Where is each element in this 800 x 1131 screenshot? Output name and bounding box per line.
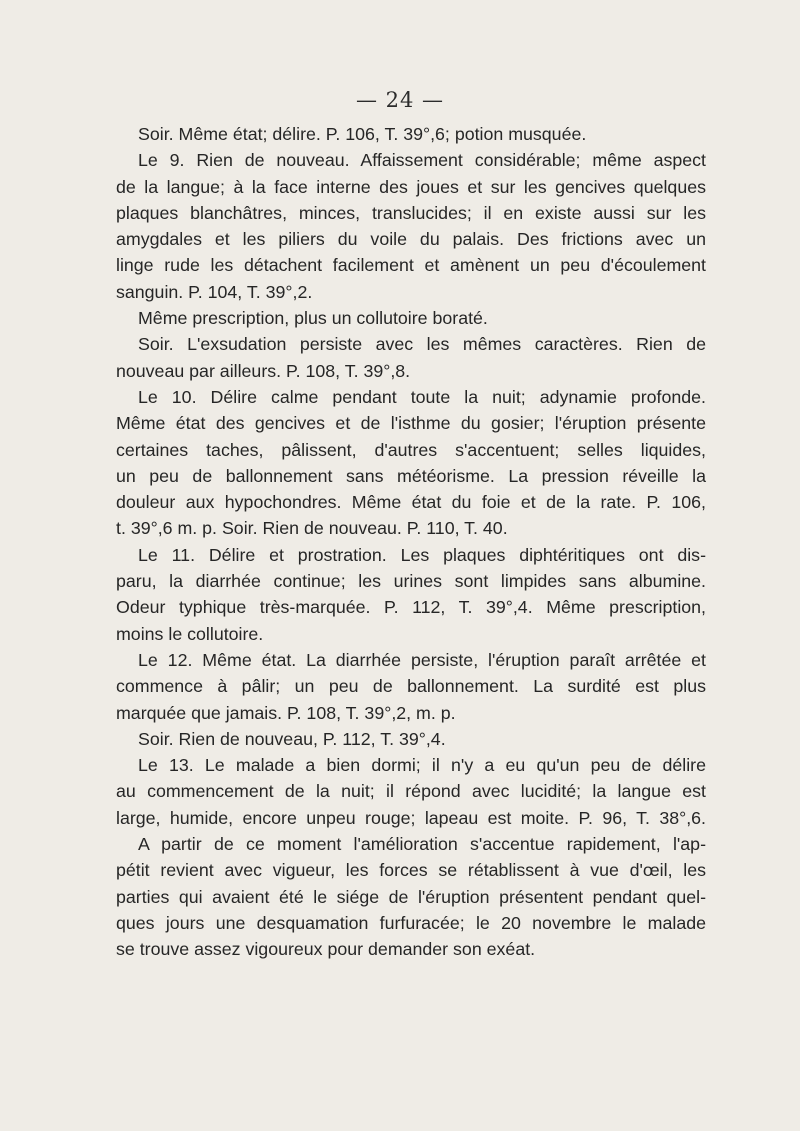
text-line: Même état des gencives et de l'isthme du gosier; l'éruption présente bbox=[116, 413, 706, 434]
text-line: linge rude les détachent facilement et amènent un peu d'écoulement bbox=[116, 255, 706, 276]
text-line: A partir de ce moment l'amélioration s'accentue rapidement, l'ap- bbox=[138, 834, 706, 855]
text-line: Le 13. Le malade a bien dormi; il n'y a eu qu'un peu de délire bbox=[138, 755, 706, 776]
text-line: paru, la diarrhée continue; les urines sont limpides sans albumine. bbox=[116, 571, 706, 592]
text-line: marquée que jamais. P. 108, T. 39°,2, m. p. bbox=[116, 702, 456, 723]
text-line: pétit revient avec vigueur, les forces se rétablissent à vue d'œil, les bbox=[116, 860, 706, 881]
text-line: Odeur typhique très-marquée. P. 112, T. 39°,4. Même prescription, bbox=[116, 597, 706, 618]
text-line: nouveau par ailleurs. P. 108, T. 39°,8. bbox=[116, 360, 411, 381]
text-line: plaques blanchâtres, minces, translucides; il en existe aussi sur les bbox=[116, 202, 706, 223]
text-line: de la langue; à la face interne des joues et sur les gencives quelques bbox=[116, 176, 706, 197]
text-line: Le 10. Délire calme pendant toute la nuit; adynamie profonde. bbox=[138, 386, 706, 407]
text-line: se trouve assez vigoureux pour demander son exéat. bbox=[116, 939, 536, 960]
text-line: Le 9. Rien de nouveau. Affaissement considérable; même aspect bbox=[138, 150, 706, 171]
text-line: amygdales et les piliers du voile du palais. Des frictions avec un bbox=[116, 229, 706, 250]
text-line: au commencement de la nuit; il répond avec lucidité; la langue est bbox=[116, 781, 706, 802]
text-line: Soir. L'exsudation persiste avec les mêmes caractères. Rien de bbox=[138, 334, 706, 355]
text-line: Soir. Même état; délire. P. 106, T. 39°,6; potion musquée. bbox=[138, 124, 587, 144]
text-line: large, humide, encore unpeu rouge; lapeau est moite. P. 96, T. 38°,6. bbox=[116, 807, 706, 828]
text-line: Même prescription, plus un collutoire boraté. bbox=[138, 308, 488, 329]
text-line: parties qui avaient été le siége de l'éruption présentent pendant quel- bbox=[116, 886, 706, 907]
text-line: sanguin. P. 104, T. 39°,2. bbox=[116, 281, 313, 302]
text-line: certaines taches, pâlissent, d'autres s'accentuent; selles liquides, bbox=[116, 439, 706, 460]
text-line: ques jours une desquamation furfuracée; le 20 novembre le malade bbox=[116, 912, 706, 933]
text-line: Le 12. Même état. La diarrhée persiste, l'éruption paraît arrêtée et bbox=[138, 649, 706, 670]
text-line: Le 11. Délire et prostration. Les plaques diphtéritiques ont dis- bbox=[138, 544, 706, 565]
text-line: commence à pâlir; un peu de ballonnement. La surdité est plus bbox=[116, 676, 706, 697]
page-number: — 24 — bbox=[355, 88, 445, 112]
text-line: douleur aux hypochondres. Même état du foie et de la rate. P. 106, bbox=[116, 492, 706, 513]
text-line: moins le collutoire. bbox=[116, 623, 264, 644]
body-text bbox=[116, 121, 706, 963]
text-line: Soir. Rien de nouveau, P. 112, T. 39°,4. bbox=[138, 728, 446, 749]
text-line: t. 39°,6 m. p. Soir. Rien de nouveau. P. 110, T. 40. bbox=[116, 518, 508, 539]
text-line: un peu de ballonnement sans météorisme. La pression réveille la bbox=[116, 465, 706, 486]
